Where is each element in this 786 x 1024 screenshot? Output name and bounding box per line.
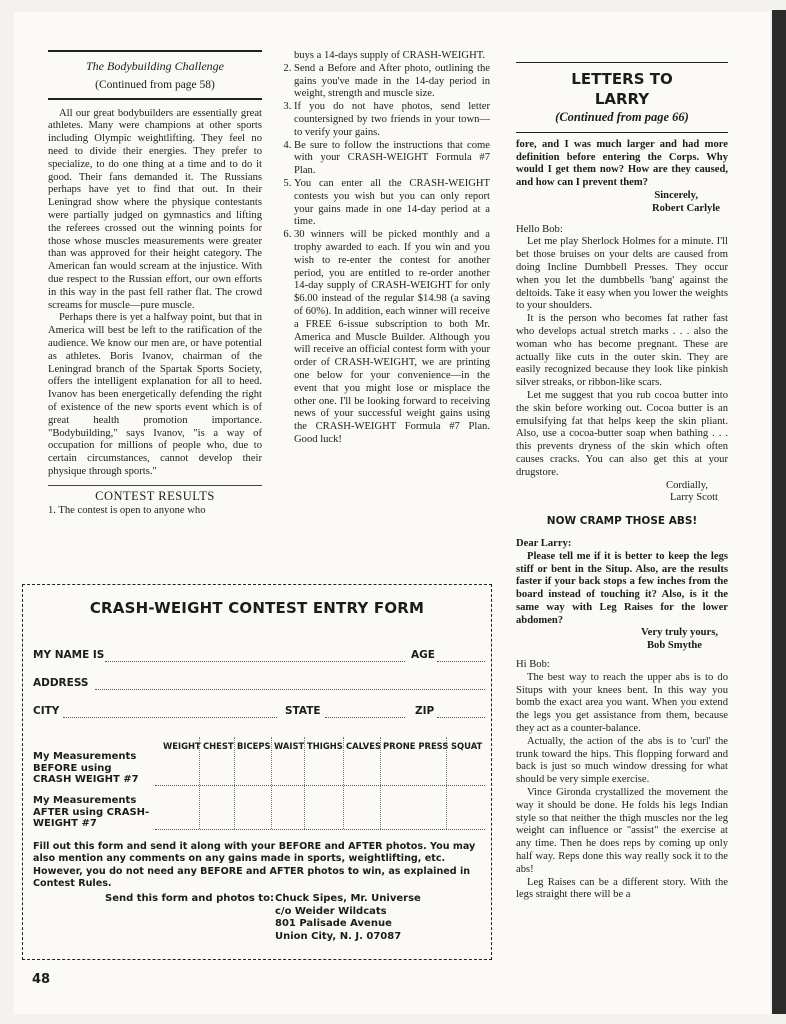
send-label: Send this form and photos to:: [105, 893, 274, 904]
letters-title: [516, 69, 728, 109]
header-rule: [516, 132, 728, 133]
article-title: The Bodybuilding Challenge: [86, 59, 224, 73]
signoff: Sincerely,: [654, 189, 698, 201]
mailing-address: [275, 893, 421, 943]
divider: [48, 485, 262, 486]
column-divider: [234, 737, 235, 829]
paragraph: It is the person who becomes fat rather fast who develops actual stretch marks . . . also the woman who has become pregnant. These are actually like cuts in the outer skin. They are easily recognized because they look like pinkish silver streaks, or ribbon-like scars.: [516, 313, 728, 389]
paragraph: Leg Raises can be a different story. With the legs straight there will be a: [516, 876, 728, 901]
signature: Larry Scott: [670, 492, 718, 504]
greeting: Dear Larry:: [516, 537, 572, 549]
rules-list: [280, 63, 490, 447]
address-field[interactable]: [95, 689, 485, 690]
address-line: Chuck Sipes, Mr. Universe: [275, 893, 421, 904]
column-divider: [199, 737, 200, 829]
continued-note: (Continued from page 66): [555, 110, 689, 124]
address-line: c/o Weider Wildcats: [275, 905, 387, 917]
after-measurements-row[interactable]: [155, 829, 485, 830]
column-divider: [343, 737, 344, 829]
address-label: ADDRESS: [33, 677, 89, 689]
rule-item: 5. You can enter all the CRASH-WEIGHT contests you wish but you can only report your gains made in one 14-day period at a time.: [294, 178, 490, 229]
form-instructions: Fill out this form and send it along with your BEFORE and AFTER photos. You may also mention any comments on any gains made in sports, weightlifting, etc. However, you do not need any BEFORE and AFTER photos to win, as explained in Contest Rules.: [33, 841, 476, 889]
column-divider: [380, 737, 381, 829]
header-rule: [48, 50, 262, 52]
paragraph: Let me play Sherlock Holmes for a minute. I'll bet those bruises on your delts are caused from doing Incline Dumbbell Presses. They occur when you let the dumbbells 'bang' against the deltoids. Take it easy when you lower the weights to your shoulders.: [516, 236, 728, 312]
signoff: Very truly yours,: [641, 627, 718, 639]
signoff: Cordially,: [666, 479, 708, 491]
letters-title-line1: LETTERS TO: [571, 70, 673, 88]
state-label: STATE: [285, 705, 321, 717]
middle-column: [280, 50, 490, 447]
column-thighs: THIGHS: [307, 741, 343, 751]
city-label: CITY: [33, 705, 60, 717]
address-line: Union City, N. J. 07087: [275, 930, 402, 942]
right-column: [516, 62, 728, 902]
left-column: [48, 50, 262, 517]
paragraph: All our great bodybuilders are essentially great athletes. Many were champions at other sports including Olympic weightlifting. They feel no need to divide their energies. They prefer to specialize, to do one thing at a time and to do it good. Their fans demanded it. The Russians perhaps have yet to find that out. In their Leningrad show where the physique contestants were partially judged on gymnastics and lifting the referees crossed out the winning points for those whose muscles measurements were greater than was approved for their height category. The American fan would scream at the injustice. With due respect to the Russian effort, our own efforts in this way in the past fell rather flat. The crowd screams for muscle—pure muscle.: [48, 107, 262, 311]
page-number: 48: [32, 972, 51, 987]
column-divider: [271, 737, 272, 829]
rule-item: 4. Be sure to follow the instructions that come with your CRASH-WEIGHT Formula #7 Plan.: [294, 140, 490, 178]
greeting: Hi Bob:: [516, 659, 550, 671]
contest-results-heading: CONTEST RESULTS: [95, 488, 215, 503]
form-title: CRASH-WEIGHT CONTEST ENTRY FORM: [89, 599, 425, 617]
column-waist: WAIST: [274, 741, 305, 751]
letters-title-line2: LARRY: [594, 90, 650, 108]
rule-item: 6. 30 winners will be picked monthly and a trophy awarded to each. If you win and you wish to re-enter the contest for another period, you are entitled to re-order another 14-day supply of CRASH-WEIGHT for only $6.00 instead of the regular $14.98 (a saving of 60%). In addition, each winner will receive a FREE 6-issue subscription to both Mr. America and Muscle Builder. Although you will receive an official contest form with your order of CRASH-WEIGHT, we are printing one below for your convenience—in the event that you might lose or misplace the other one. I'll be looking forward to receiving news of your successful weight gains using the CRASH-WEIGHT Formula #7 Plan. Good luck!: [294, 229, 490, 447]
signature: Robert Carlyle: [652, 202, 720, 214]
after-measurements-label: My Measurements AFTER using CRASH-WEIGHT #7: [33, 795, 150, 829]
paragraph: Perhaps there is yet a halfway point, but that in America will best be left to the ratification of the audience. We know our men are, or have potential as athletes. Boris Ivanov, chairman of the Leningrad branch of the Spartak Sports Society, offers the intelligent explanation for all to heed. Ivanov has been energetically defending the right of existence of the new sports event which is of great health promotion importance. "Bodybuilding," says Ivanov, "is a way of occupation for millions of people who, due to certain circumstances, cannot develop their physique through sports.": [48, 312, 262, 477]
rule-item: 3. If you do not have photos, send letter countersigned by two friends in your town—to verify your gains.: [294, 101, 490, 139]
continued-note: (Continued from page 58): [95, 78, 215, 91]
reader-letter: fore, and I was much larger and had more definition before entering the Corps. Why would I get them now? How are they caused, and how can I prevent them?: [516, 138, 728, 189]
name-field[interactable]: [105, 661, 405, 662]
column-divider: [304, 737, 305, 829]
age-label: AGE: [411, 649, 435, 661]
city-field[interactable]: [63, 717, 277, 718]
column-divider: [446, 737, 447, 829]
paragraph: Actually, the action of the abs is to 'curl' the trunk toward the hips. This flopping forward and back is just so much window dressing for what should be very simple exercise.: [516, 735, 728, 786]
section-heading: NOW CRAMP THOSE ABS!: [546, 515, 698, 528]
column-chest: CHEST: [203, 741, 234, 751]
column-biceps: BICEPS: [237, 741, 271, 751]
before-measurements-row[interactable]: [155, 785, 485, 786]
rule-item: 2. Send a Before and After photo, outlining the gains you've made in the 14-day period in weight, strength and muscle size.: [294, 63, 490, 101]
rule-continuation: buys a 14-days supply of CRASH-WEIGHT.: [294, 50, 486, 61]
zip-field[interactable]: [437, 717, 485, 718]
greeting: Hello Bob:: [516, 223, 563, 235]
column-prone-press: PRONE PRESS: [383, 741, 449, 751]
signature: Bob Smythe: [646, 640, 702, 652]
before-measurements-label: My Measurements BEFORE using CRASH WEIGHT #7: [33, 751, 139, 785]
state-field[interactable]: [325, 717, 405, 718]
name-label: MY NAME IS: [33, 649, 105, 661]
column-weight: WEIGHT: [163, 741, 201, 751]
column-calves: CALVES: [346, 741, 382, 751]
paragraph: Let me suggest that you rub cocoa butter into the skin before working out. Cocoa butter is an emulsifying fat that helps keep the skin pliant. Also, use a cocoa-butter soap when bathing . . . this prevents dryness of the skin which often causes cracks. You can also get this at your drugstore.: [516, 389, 728, 478]
paragraph: The best way to reach the upper abs is to do Situps with your knees bent. In this way you bomb the exact area you want. When you extend the legs you get assistance from them, because they act as a counter-balance.: [516, 671, 728, 735]
zip-label: ZIP: [415, 705, 435, 717]
header-rule: [48, 98, 262, 100]
header-rule: [516, 62, 728, 63]
contest-entry-form: [22, 584, 492, 960]
page-edge-shadow: [772, 10, 786, 1014]
reader-letter: Please tell me if it is better to keep the legs stiff or bent in the Situp. Also, are the results faster if your back stops a few inches from the board instead of touching it? Also, is it the same way with Leg Raises for the lower abdomen?: [516, 550, 728, 626]
paragraph: Vince Gironda crystallized the movement the way it should be done. He folds his legs Indian style so that neither the thigh muscles nor the leg weight can influence or "assist" the exercise at any time. Then he does reps by coming up only half way. Reps done this way really sock it to the abs!: [516, 787, 728, 875]
age-field[interactable]: [437, 661, 485, 662]
column-squat: SQUAT: [451, 741, 483, 751]
address-line: 801 Palisade Avenue: [275, 918, 392, 929]
rule-item: 1. The contest is open to anyone who: [48, 504, 206, 516]
